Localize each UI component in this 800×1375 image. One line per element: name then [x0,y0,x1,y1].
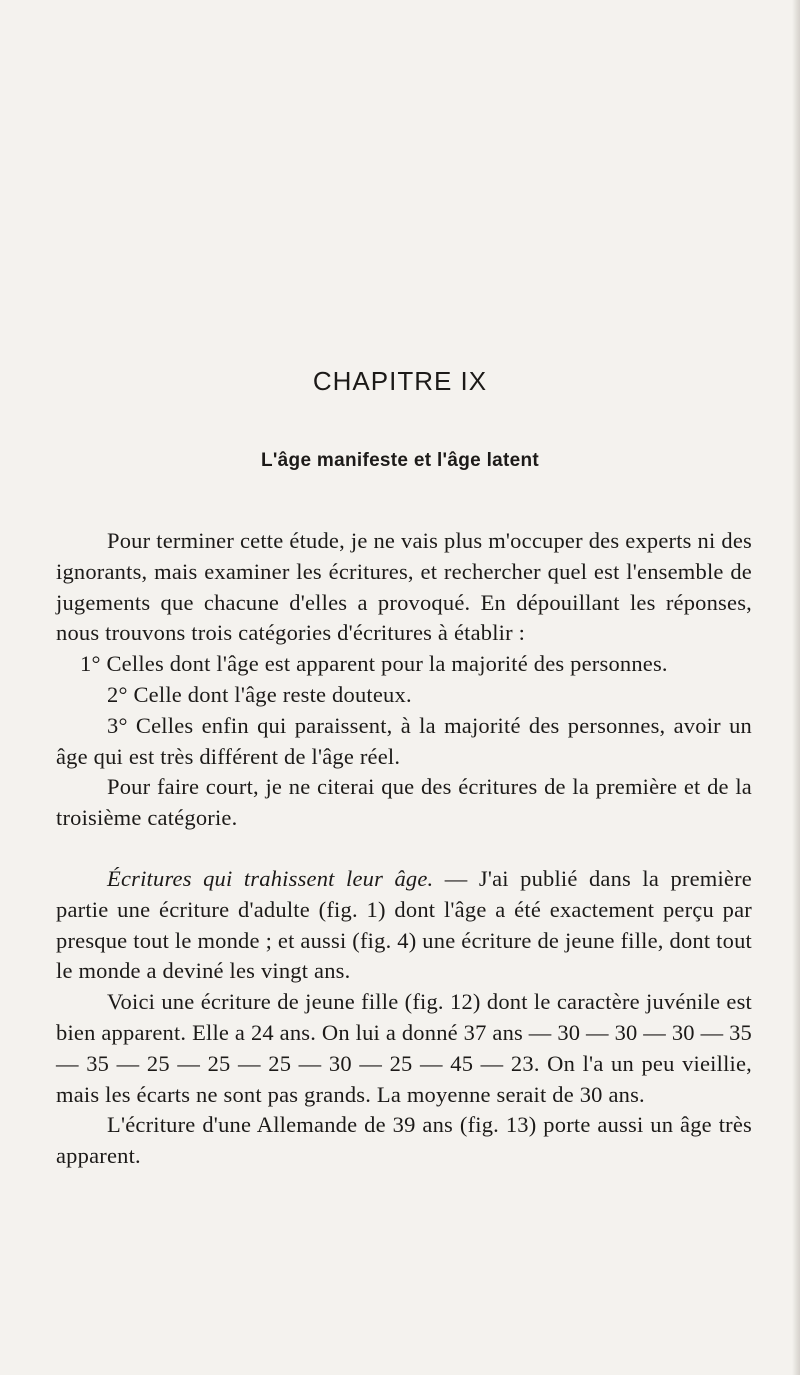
list-item-1: 1° Celles dont l'âge est apparent pour la majorité des personnes. [80,651,668,677]
chapter-title: CHAPITRE IX [312,366,488,396]
section-text: — J'ai publié dans la première partie une écriture d'adulte (fig. 1) dont l'âge a été exactement perçu par presque tout le monde ; et aussi (fig. 4) une écriture de jeune fille, dont tout le monde a deviné les vingt ans. [56,865,752,984]
page-edge-shadow [792,0,800,1375]
paragraph-intro: Pour terminer cette étude, je ne vais plus m'occuper des experts ni des ignorants, mais examiner les écritures, et rechercher quel est l'ensemble de jugements que chacune d'elles a provoqué. En dépouillant les réponses, nous trouvons trois catégories d'écritures à établir : [56,528,752,646]
list-item-2: 2° Celle dont l'âge reste douteux. [107,681,412,707]
paragraph-conclusion: Pour faire court, je ne citerai que des écritures de la première et de la troisième catégorie. [56,774,752,831]
section-heading: Écritures qui trahissent leur âge. [107,865,434,891]
paragraph-fig13: L'écriture d'une Allemande de 39 ans (fig. 13) porte aussi un âge très apparent. [56,1112,752,1169]
list-item-3: 3° Celles enfin qui paraissent, à la majorité des personnes, avoir un âge qui est très différent de l'âge réel. [56,712,752,769]
chapter-subtitle: L'âge manifeste et l'âge latent [260,450,540,471]
chapter-body [56,526,752,1172]
paragraph-section [56,864,752,987]
paragraph-fig12: Voici une écriture de jeune fille (fig. 12) dont le caractère juvénile est bien apparent. Elle a 24 ans. On lui a donné 37 ans — 30 — 30 — 30 — 35 — 35 — 25 — 25 — 25 — 30 — 25 — 45 — 23. On l'a un peu vieillie, mais les écarts ne sont pas grands. La moyenne serait de 30 ans. [56,989,752,1107]
